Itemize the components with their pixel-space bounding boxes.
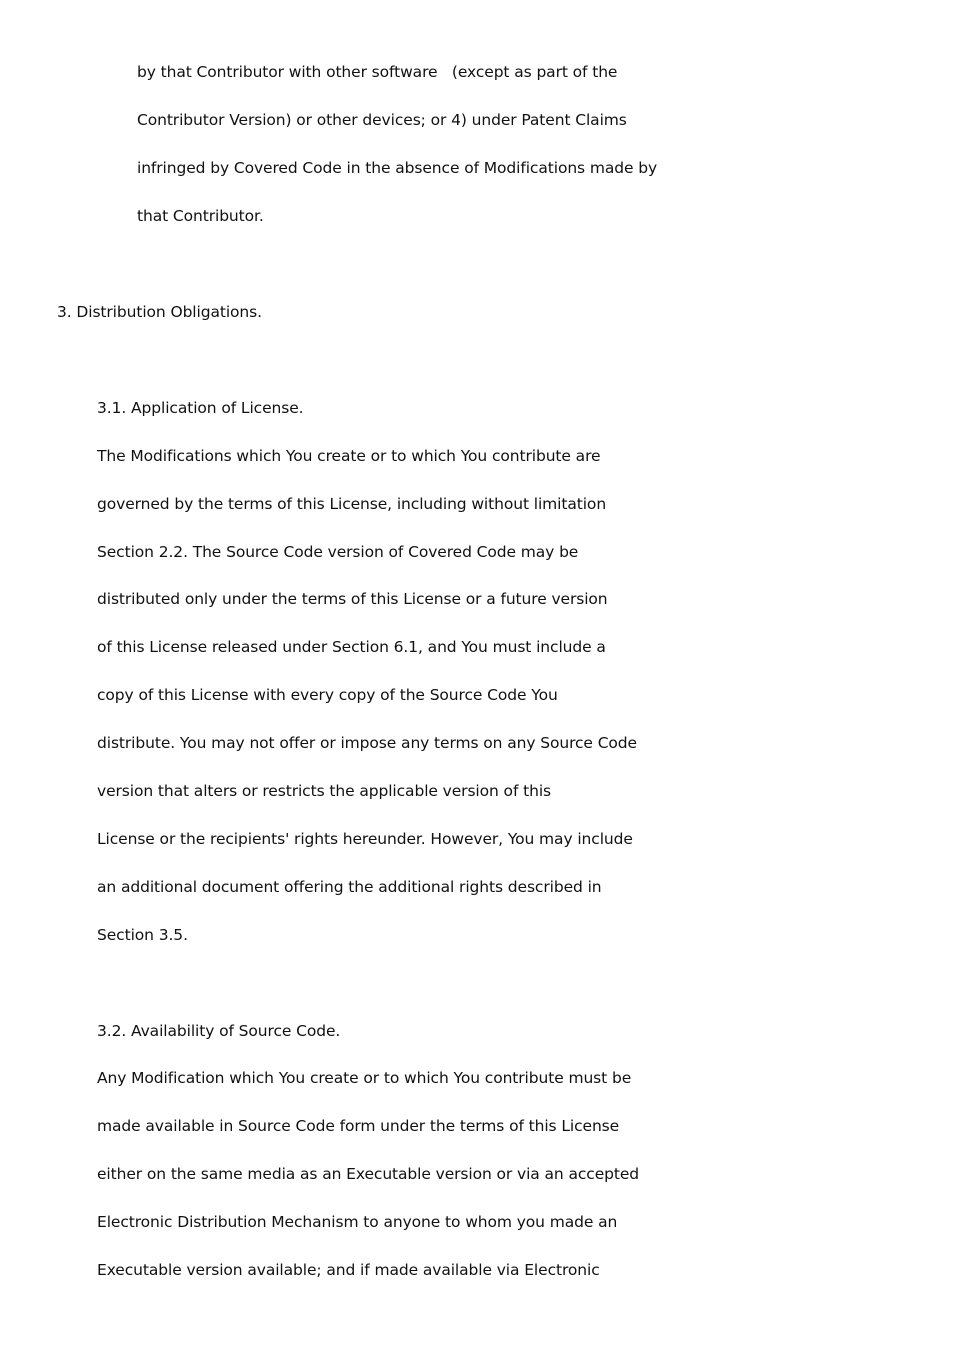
subsection-heading: 3.1. Application of License. bbox=[97, 399, 304, 417]
text-line: an additional document offering the additional rights described in bbox=[97, 878, 602, 896]
text-line: The Modifications which You create or to which You contribute are bbox=[97, 447, 601, 465]
text-line: made available in Source Code form under the terms of this License bbox=[97, 1117, 620, 1135]
text-line: distribute. You may not offer or impose any terms on any Source Code bbox=[97, 734, 637, 752]
subsection-heading: 3.2. Availability of Source Code. bbox=[97, 1022, 341, 1040]
text-line: of this License released under Section 6.1, and You must include a bbox=[97, 638, 606, 656]
text-line: Section 2.2. The Source Code version of Covered Code may be bbox=[97, 543, 579, 561]
text-line: either on the same media as an Executable version or via an accepted bbox=[97, 1165, 640, 1183]
section-heading: 3. Distribution Obligations. bbox=[57, 303, 262, 321]
text-line: distributed only under the terms of this License or a future version bbox=[97, 590, 608, 608]
text-line: that Contributor. bbox=[137, 207, 264, 225]
text-line: governed by the terms of this License, including without limitation bbox=[97, 495, 607, 513]
text-line: Any Modification which You create or to which You contribute must be bbox=[97, 1069, 632, 1087]
text-line: by that Contributor with other software (except as part of the bbox=[137, 63, 618, 81]
text-line: License or the recipients' rights hereunder. However, You may include bbox=[97, 830, 633, 848]
text-line: copy of this License with every copy of the Source Code You bbox=[97, 686, 558, 704]
text-line: infringed by Covered Code in the absence of Modifications made by bbox=[137, 159, 658, 177]
text-line: Contributor Version) or other devices; or 4) under Patent Claims bbox=[137, 111, 627, 129]
text-line: version that alters or restricts the applicable version of this bbox=[97, 782, 552, 800]
text-line: Executable version available; and if made available via Electronic bbox=[97, 1261, 600, 1279]
text-line: Section 3.5. bbox=[97, 926, 188, 944]
text-line: Electronic Distribution Mechanism to anyone to whom you made an bbox=[97, 1213, 618, 1231]
